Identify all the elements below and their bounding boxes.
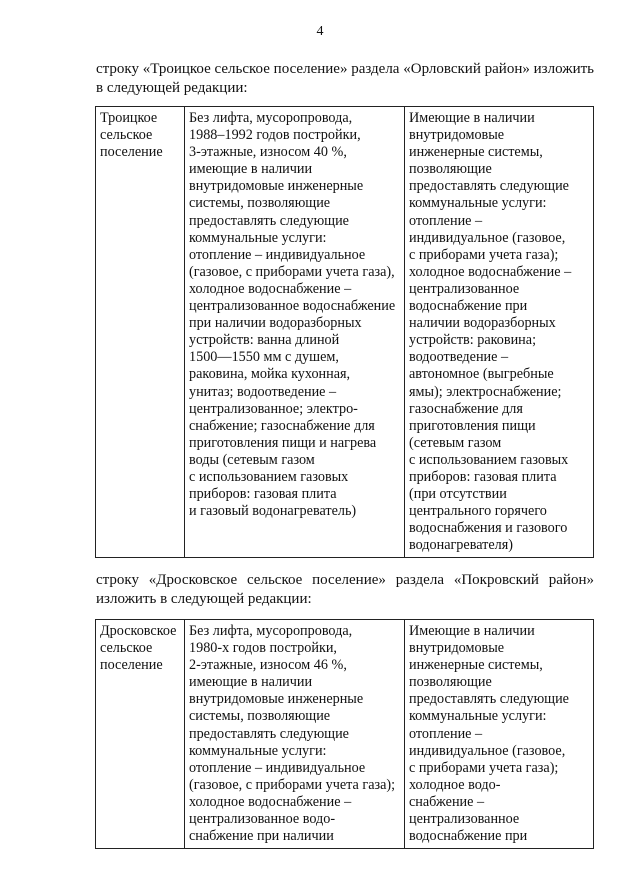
cell-line: автономное (выгребные bbox=[409, 366, 554, 383]
cell-line: с приборами учета газа); bbox=[409, 759, 559, 776]
cell-line: приготовления пищи и нагрева bbox=[189, 434, 377, 451]
cell-line: снабжение при наличии bbox=[189, 828, 334, 845]
cell-line: холодное водоснабжение – bbox=[189, 280, 352, 297]
cell-line: с использованием газовых bbox=[189, 468, 349, 485]
cell-line: Без лифта, мусоропровода, bbox=[189, 623, 353, 639]
cell-line: с использованием газовых bbox=[409, 451, 569, 468]
section-2-intro: строку «Дросковское сельское поселение» раздела «Покровский район» изложить в следующей редакции: bbox=[96, 572, 594, 607]
cell-line: холодное водо- bbox=[409, 776, 501, 793]
cell-line: сельское bbox=[100, 127, 153, 144]
cell-line: отопление – bbox=[409, 212, 483, 229]
cell-line: внутридомовые инженерные bbox=[189, 178, 364, 195]
cell-line: отопление – bbox=[409, 725, 483, 742]
section-1-table bbox=[95, 106, 594, 558]
cell-line: снабжение – bbox=[409, 793, 485, 810]
cell-line: с приборами учета газа); bbox=[409, 246, 559, 263]
section-2-table bbox=[95, 619, 594, 849]
cell-line: водонагревателя) bbox=[409, 537, 513, 554]
cell-line: системы, позволяющие bbox=[189, 195, 331, 212]
cell-line: позволяющие bbox=[409, 161, 492, 178]
table-row bbox=[96, 107, 594, 558]
cell-line: индивидуальное (газовое, bbox=[409, 742, 566, 759]
cell-line: холодное водоснабжение – bbox=[409, 263, 572, 280]
services-cell bbox=[405, 620, 594, 849]
cell-line: приготовления пищи bbox=[409, 417, 536, 434]
cell-line: инженерные системы, bbox=[409, 144, 543, 161]
cell-line: раковина, мойка кухонная, bbox=[189, 366, 351, 383]
cell-line: отопление – индивидуальное bbox=[189, 246, 366, 263]
section-1-intro: строку «Троицкое сельское поселение» раздела «Орловский район» изложить в следующей редакции: bbox=[96, 61, 594, 96]
cell-line: наличии водоразборных bbox=[409, 315, 556, 332]
cell-line: ямы); электроснабжение; bbox=[409, 383, 562, 400]
cell-line: водоотведение – bbox=[409, 349, 509, 366]
cell-line: предоставлять следующие bbox=[189, 725, 349, 742]
cell-line: водоснабжения и газового bbox=[409, 520, 568, 537]
cell-line: (сетевым газом bbox=[409, 434, 502, 451]
cell-line: индивидуальное (газовое, bbox=[409, 229, 566, 246]
cell-line: (газовое, с приборами учета газа), bbox=[189, 263, 395, 280]
cell-line: предоставлять следующие bbox=[409, 178, 569, 195]
cell-line: 1500—1550 мм с душем, bbox=[189, 349, 339, 366]
cell-line: устройств: ванна длиной bbox=[189, 332, 340, 349]
cell-line: газоснабжение для bbox=[409, 400, 523, 417]
cell-line: снабжение; газоснабжение для bbox=[189, 417, 375, 434]
cell-line: поселение bbox=[100, 144, 163, 161]
cell-line: внутридомовые bbox=[409, 640, 505, 657]
cell-line: Имеющие в наличии bbox=[409, 623, 535, 639]
cell-line: (газовое, с приборами учета газа); bbox=[189, 776, 396, 793]
cell-line: Без лифта, мусоропровода, bbox=[189, 110, 353, 126]
services-cell bbox=[405, 107, 594, 558]
cell-line: поселение bbox=[100, 657, 163, 674]
cell-line: централизованное водоснабжение bbox=[189, 298, 396, 315]
cell-line: инженерные системы, bbox=[409, 657, 543, 674]
cell-line: приборов: газовая плита bbox=[409, 468, 557, 485]
settlement-cell bbox=[96, 107, 185, 558]
cell-line: коммунальные услуги: bbox=[409, 708, 547, 725]
cell-line: централизованное bbox=[409, 280, 520, 297]
cell-line: устройств: раковина; bbox=[409, 332, 537, 349]
cell-line: Имеющие в наличии bbox=[409, 110, 535, 126]
cell-line: и газовый водонагреватель) bbox=[189, 503, 357, 520]
cell-line: коммунальные услуги: bbox=[189, 742, 327, 759]
cell-line: позволяющие bbox=[409, 674, 492, 691]
cell-line: коммунальные услуги: bbox=[409, 195, 547, 212]
cell-line: холодное водоснабжение – bbox=[189, 793, 352, 810]
cell-line: водоснабжение при bbox=[409, 298, 528, 315]
cell-line: коммунальные услуги: bbox=[189, 229, 327, 246]
cell-line: унитаз; водоотведение – bbox=[189, 383, 337, 400]
cell-line: сельское bbox=[100, 640, 153, 657]
cell-line: воды (сетевым газом bbox=[189, 451, 315, 468]
cell-line: централизованное bbox=[409, 811, 520, 828]
cell-line: предоставлять следующие bbox=[189, 212, 349, 229]
cell-line: внутридомовые bbox=[409, 127, 505, 144]
cell-line: имеющие в наличии bbox=[189, 674, 313, 691]
cell-line: 2-этажные, износом 46 %, bbox=[189, 657, 347, 674]
cell-line: центрального горячего bbox=[409, 503, 547, 520]
settlement-cell bbox=[96, 620, 185, 849]
cell-line: отопление – индивидуальное bbox=[189, 759, 366, 776]
cell-line: имеющие в наличии bbox=[189, 161, 313, 178]
cell-line: Троицкое bbox=[100, 110, 158, 126]
cell-line: 1980-х годов постройки, bbox=[189, 640, 337, 657]
cell-line: внутридомовые инженерные bbox=[189, 691, 364, 708]
cell-line: предоставлять следующие bbox=[409, 691, 569, 708]
cell-line: (при отсутствии bbox=[409, 486, 507, 503]
page-number: 4 bbox=[316, 24, 324, 39]
cell-line: Дросковское bbox=[100, 623, 177, 639]
cell-line: системы, позволяющие bbox=[189, 708, 331, 725]
housing-type-cell bbox=[185, 620, 405, 849]
cell-line: водоснабжение при bbox=[409, 828, 528, 845]
cell-line: при наличии водоразборных bbox=[189, 315, 362, 332]
cell-line: централизованное; электро- bbox=[189, 400, 358, 417]
cell-line: 3-этажные, износом 40 %, bbox=[189, 144, 347, 161]
table-row bbox=[96, 620, 594, 849]
housing-type-cell bbox=[185, 107, 405, 558]
cell-line: централизованное водо- bbox=[189, 811, 336, 828]
cell-line: приборов: газовая плита bbox=[189, 486, 337, 503]
cell-line: 1988–1992 годов постройки, bbox=[189, 127, 361, 144]
